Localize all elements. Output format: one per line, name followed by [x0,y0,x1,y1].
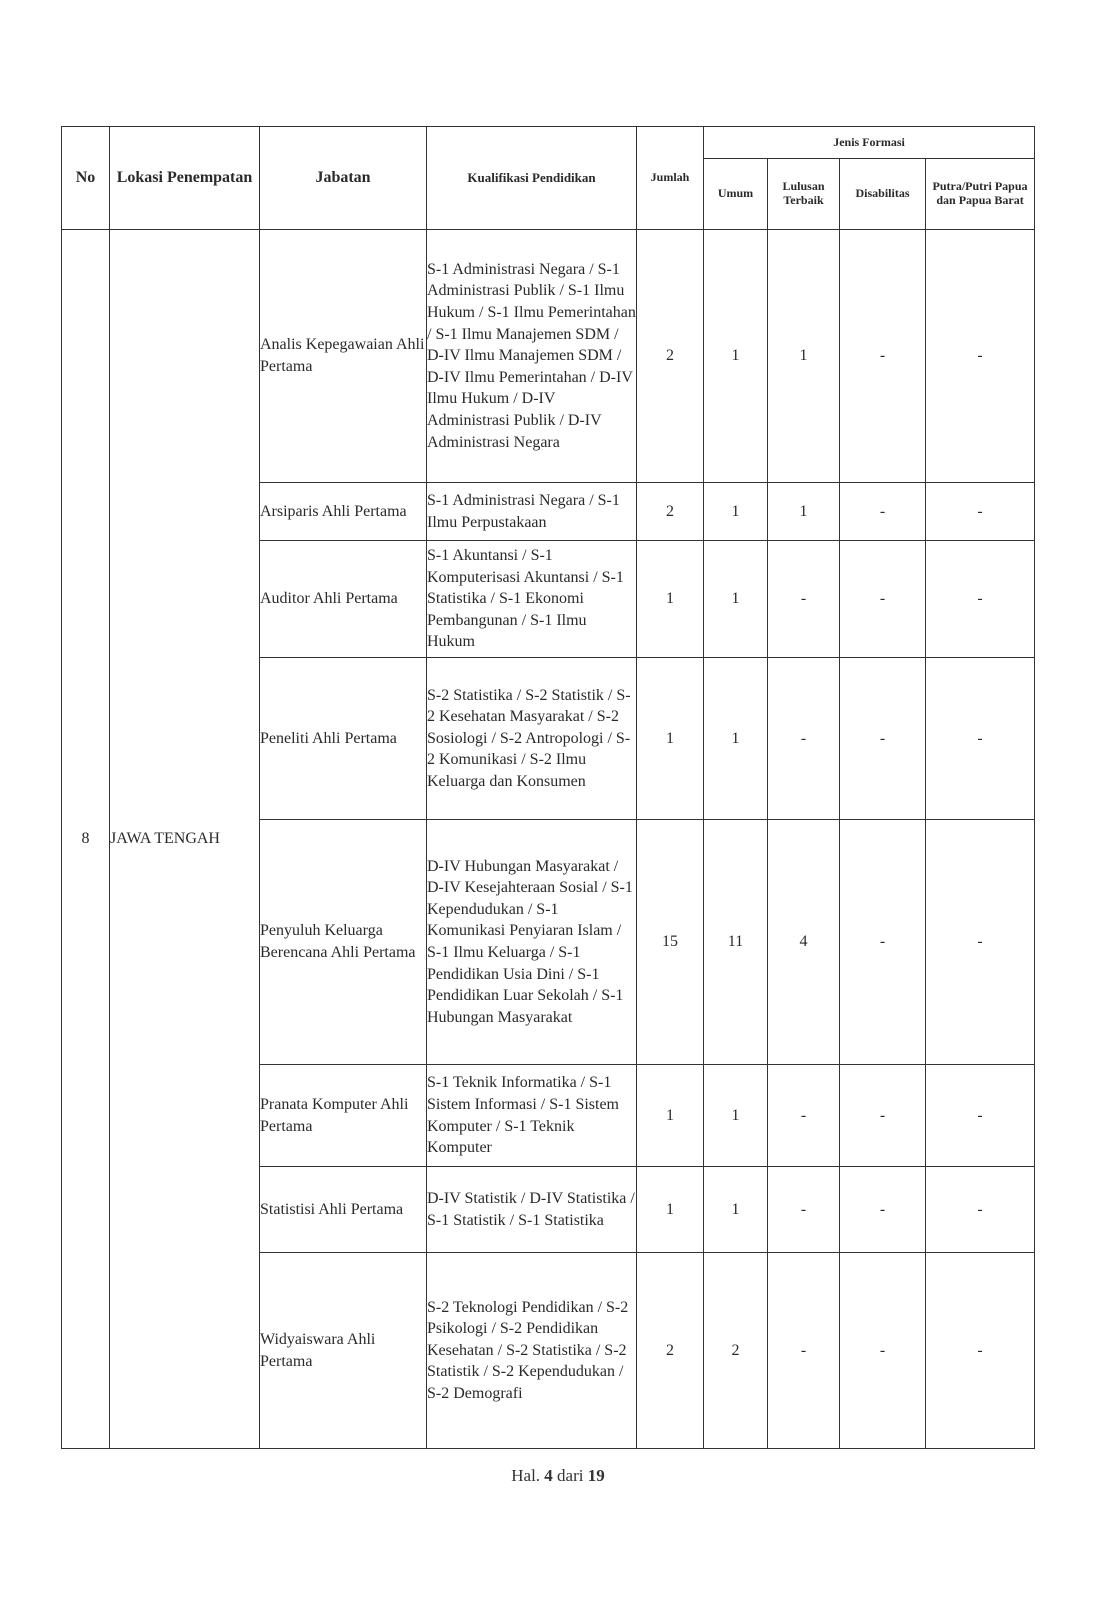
row-kualifikasi: D-IV Statistik / D-IV Statistika / S-1 Statistik / S-1 Statistika [427,1167,637,1253]
row-jabatan: Widyaiswara Ahli Pertama [260,1253,427,1449]
row-kualifikasi: D-IV Hubungan Masyarakat / D-IV Kesejahteraan Sosial / S-1 Kependudukan / S-1 Komunikasi Penyiaran Islam / S-1 Ilmu Keluarga / S-1 Pendidikan Usia Dini / S-1 Pendidikan Luar Sekolah / S-1 Hubungan Masyarakat [427,820,637,1065]
row-jabatan: Peneliti Ahli Pertama [260,658,427,820]
row-kualifikasi: S-1 Administrasi Negara / S-1 Ilmu Perpustakaan [427,483,637,541]
row-jumlah: 1 [637,658,704,820]
formasi-table [61,126,1035,1449]
page-footer [0,1466,1116,1486]
row-kualifikasi: S-2 Teknologi Pendidikan / S-2 Psikologi / S-2 Pendidikan Kesehatan / S-2 Statistika / S-2 Statistik / S-2 Kependudukan / S-2 Demografi [427,1253,637,1449]
header-jabatan: Jabatan [260,127,427,230]
row-umum: 1 [704,230,768,483]
row-disabilitas: - [840,1065,926,1167]
row-jumlah: 15 [637,820,704,1065]
row-disabilitas: - [840,230,926,483]
row-kualifikasi: S-2 Statistika / S-2 Statistik / S-2 Kesehatan Masyarakat / S-2 Sosiologi / S-2 Antropologi / S-2 Komunikasi / S-2 Ilmu Keluarga dan Konsumen [427,658,637,820]
row-papua: - [926,483,1035,541]
row-kualifikasi: S-1 Teknik Informatika / S-1 Sistem Informasi / S-1 Sistem Komputer / S-1 Teknik Komputer [427,1065,637,1167]
row-lulusan-terbaik: - [768,658,840,820]
header-jenis-formasi: Jenis Formasi [704,127,1035,159]
header-lokasi: Lokasi Penempatan [110,127,260,230]
row-disabilitas: - [840,483,926,541]
row-lulusan-terbaik: - [768,1253,840,1449]
row-papua: - [926,820,1035,1065]
row-lulusan-terbaik: 1 [768,230,840,483]
row-umum: 11 [704,820,768,1065]
row-lulusan-terbaik: 4 [768,820,840,1065]
table-body [62,230,1035,1449]
row-disabilitas: - [840,1167,926,1253]
row-jumlah: 2 [637,483,704,541]
group-no: 8 [62,230,110,1449]
header-disabilitas: Disabilitas [840,159,926,230]
row-disabilitas: - [840,1253,926,1449]
footer-middle: dari [552,1466,588,1485]
header-kualifikasi: Kualifikasi Pendidikan [427,127,637,230]
header-jumlah: Jumlah [637,127,704,230]
row-lulusan-terbaik: - [768,1167,840,1253]
row-jabatan: Pranata Komputer Ahli Pertama [260,1065,427,1167]
row-umum: 1 [704,658,768,820]
row-lulusan-terbaik: 1 [768,483,840,541]
row-disabilitas: - [840,658,926,820]
row-disabilitas: - [840,820,926,1065]
header-lulusan-terbaik: Lulusan Terbaik [768,159,840,230]
row-jumlah: 1 [637,541,704,658]
row-umum: 1 [704,1065,768,1167]
footer-prefix: Hal. [511,1466,545,1485]
row-jabatan: Penyuluh Keluarga Berencana Ahli Pertama [260,820,427,1065]
group-lokasi: JAWA TENGAH [110,230,260,1449]
row-papua: - [926,541,1035,658]
row-papua: - [926,230,1035,483]
row-papua: - [926,1253,1035,1449]
header-umum: Umum [704,159,768,230]
row-jabatan: Arsiparis Ahli Pertama [260,483,427,541]
row-kualifikasi: S-1 Akuntansi / S-1 Komputerisasi Akuntansi / S-1 Statistika / S-1 Ekonomi Pembangunan / S-1 Ilmu Hukum [427,541,637,658]
row-jabatan: Statistisi Ahli Pertama [260,1167,427,1253]
row-jabatan: Analis Kepegawaian Ahli Pertama [260,230,427,483]
row-lulusan-terbaik: - [768,1065,840,1167]
header-no: No [62,127,110,230]
footer-total-pages: 19 [587,1466,605,1485]
row-jumlah: 1 [637,1167,704,1253]
row-jumlah: 2 [637,230,704,483]
footer-page-number: 4 [544,1466,553,1485]
row-umum: 1 [704,1167,768,1253]
table-row [62,230,1035,483]
row-papua: - [926,658,1035,820]
row-umum: 2 [704,1253,768,1449]
row-umum: 1 [704,483,768,541]
row-papua: - [926,1065,1035,1167]
row-papua: - [926,1167,1035,1253]
row-umum: 1 [704,541,768,658]
row-disabilitas: - [840,541,926,658]
row-lulusan-terbaik: - [768,541,840,658]
row-jumlah: 1 [637,1065,704,1167]
row-jumlah: 2 [637,1253,704,1449]
header-putra-putri-papua: Putra/Putri Papua dan Papua Barat [926,159,1035,230]
row-jabatan: Auditor Ahli Pertama [260,541,427,658]
row-kualifikasi: S-1 Administrasi Negara / S-1 Administrasi Publik / S-1 Ilmu Hukum / S-1 Ilmu Pemerintahan / S-1 Ilmu Manajemen SDM / D-IV Ilmu Manajemen SDM / D-IV Ilmu Pemerintahan / D-IV Ilmu Hukum / D-IV Administrasi Publik / D-IV Administrasi Negara [427,230,637,483]
